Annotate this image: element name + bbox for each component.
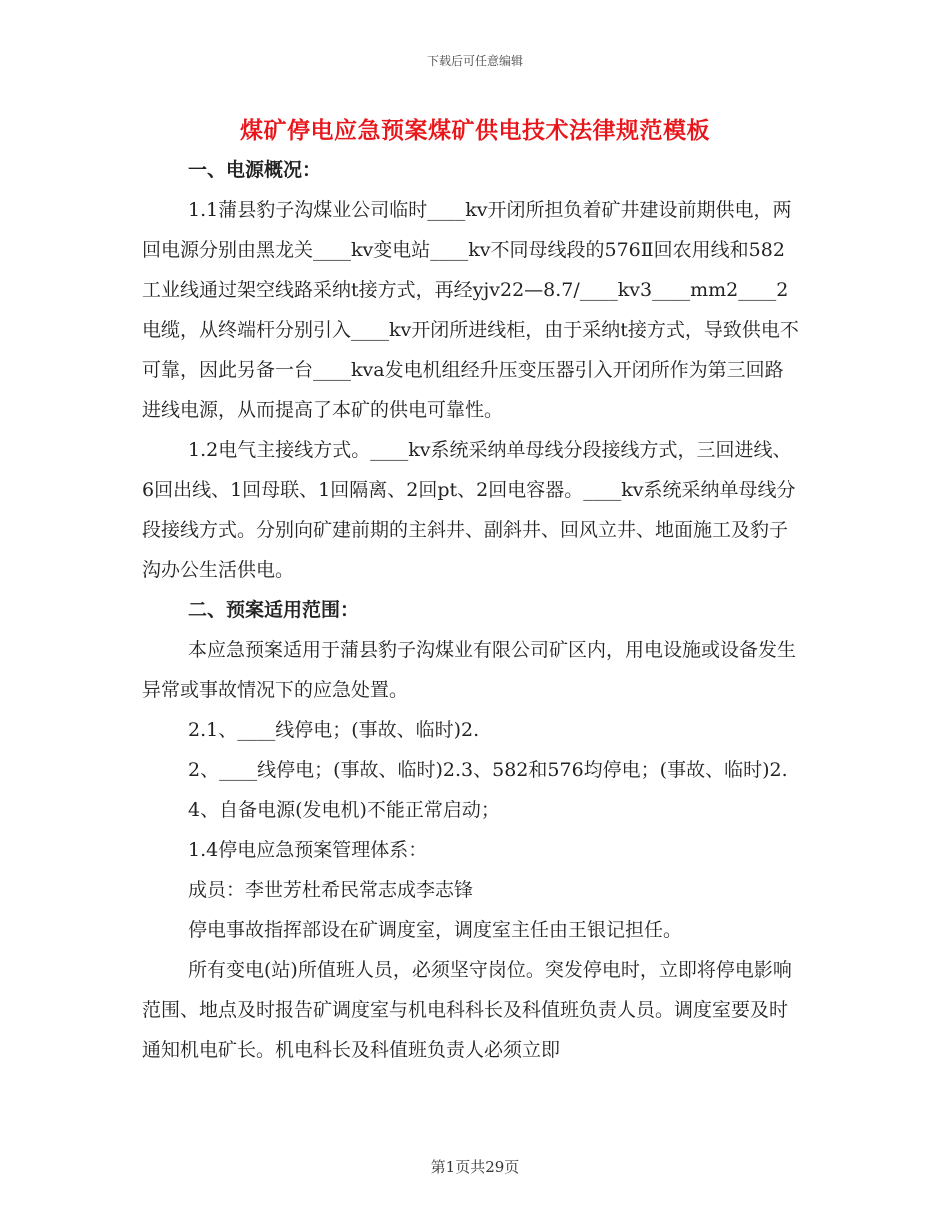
document-title: 煤矿停电应急预案煤矿供电技术法律规范模板 bbox=[240, 117, 710, 144]
paragraph-1-2: 1.2电气主接线方式。____kv系统采纳单母线分段接线方式，三回进线、6回出线、1回母联、1回隔离、2回pt、2回电容器。____kv系统采纳单母线分段接线方式。分别向矿建前期的主斜井、副斜井、回风立井、地面施工及豹子沟办公生活供电。 bbox=[142, 439, 796, 581]
document-body bbox=[142, 150, 802, 1070]
section-heading-power-overview: 一、电源概况： bbox=[188, 159, 322, 181]
paragraph-2-2: 2、____线停电；(事故、临时)2.3、582和576均停电；(事故、临时)2. bbox=[188, 759, 788, 781]
paragraph-1-1: 1.1蒲县豹子沟煤业公司临时____kv开闭所担负着矿井建设前期供电，两回电源分别由黑龙关____kv变电站____kv不同母线段的576Ⅱ回农用线和582工业线通过架空线路采纳t接方式，再经yjv22—8.7/____kv3____mm2____2电缆，从终端杆分别引入____kv开闭所进线柜，由于采纳t接方式，导致供电不可靠，因此另备一台____kva发电机组经升压变压器引入开闭所作为第三回路进线电源，从而提高了本矿的供电可靠性。 bbox=[142, 199, 799, 421]
paragraph-scope: 本应急预案适用于蒲县豹子沟煤业有限公司矿区内，用电设施或设备发生异常或事故情况下的应急处置。 bbox=[142, 639, 797, 701]
paragraph-2-1: 2.1、____线停电；(事故、临时)2. bbox=[188, 719, 480, 741]
page-footer: 第1页共29页 bbox=[430, 1158, 520, 1176]
page-header: 下载后可任意编辑 bbox=[426, 54, 523, 68]
paragraph-command-center: 停电事故指挥部设在矿调度室，调度室主任由王银记担任。 bbox=[188, 919, 683, 941]
section-heading-scope: 二、预案适用范围： bbox=[188, 599, 360, 621]
paragraph-members: 成员：李世芳杜希民常志成李志锋 bbox=[188, 879, 474, 901]
paragraph-4: 4、自备电源(发电机)不能正常启动； bbox=[188, 799, 500, 821]
paragraph-duty-staff: 所有变电(站)所值班人员，必须坚守岗位。突发停电时，立即将停电影响范围、地点及时报告矿调度室与机电科科长及科值班负责人员。调度室要及时通知机电矿长。机电科长及科值班负责人必须立即 bbox=[142, 959, 792, 1061]
paragraph-1-4: 1.4停电应急预案管理体系： bbox=[188, 839, 428, 861]
